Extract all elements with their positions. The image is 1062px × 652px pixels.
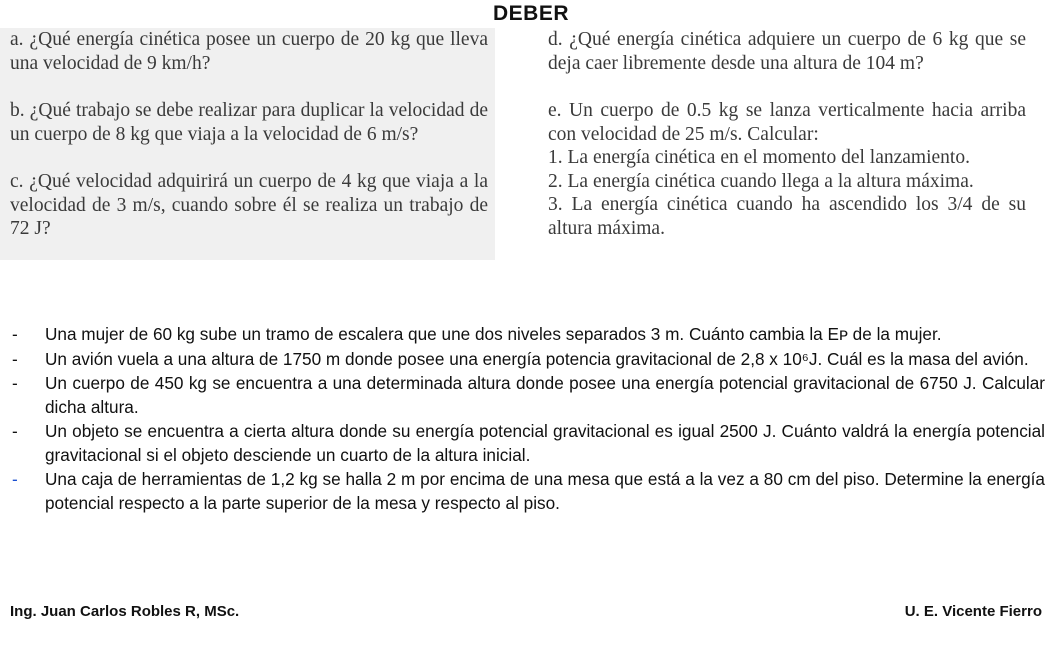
exercise-b: b. ¿Qué trabajo se debe realizar para duplicar la velocidad de un cuerpo de 8 kg que viaja a la velocidad de 6 m/s?	[10, 100, 488, 145]
list-item-text: Una mujer de 60 kg sube un tramo de escalera que une dos niveles separados 3 m. Cuánto cambia la Eᴘ de la mujer.	[45, 324, 942, 344]
footer-school: U. E. Vicente Fierro	[904, 603, 1042, 620]
exercise-d: d. ¿Qué energía cinética adquiere un cuerpo de 6 kg que se deja caer libremente desde una altura de 104 m?	[548, 29, 1026, 74]
scan-left-column	[10, 28, 488, 241]
exercise-e: e. Un cuerpo de 0.5 kg se lanza verticalmente hacia arriba con velocidad de 25 m/s. Calcular:	[548, 100, 1026, 145]
footer-author: Ing. Juan Carlos Robles R, MSc.	[10, 603, 240, 620]
list-item-text: Una caja de herramientas de 1,2 kg se halla 2 m por encima de una mesa que está a la vez a 80 cm del piso. Determine la energía potencial respecto a la parte superior de la mesa y respecto al piso.	[45, 469, 1045, 513]
exercise-list	[0, 323, 1045, 516]
exercise-a: a. ¿Qué energía cinética posee un cuerpo de 20 kg que lleva una velocidad de 9 km/h?	[10, 29, 488, 74]
exercise-e-1: 1. La energía cinética en el momento del lanzamiento.	[548, 147, 970, 168]
list-item	[0, 420, 1045, 467]
list-item-text: Un cuerpo de 450 kg se encuentra a una determinada altura donde posee una energía potencial gravitacional de 6750 J. Calcular dicha altura.	[45, 373, 1045, 417]
list-item	[0, 468, 1045, 515]
document-title: DEBER	[492, 2, 569, 25]
bullet-dash: -	[12, 469, 18, 489]
list-item	[0, 323, 1045, 347]
list-item-text: Un avión vuela a una altura de 1750 m donde posee una energía potencia gravitacional de 2,8 x 10⁶J. Cuál es la masa del avión.	[45, 348, 1029, 369]
scanned-exercises	[0, 28, 1040, 318]
bullet-dash: -	[12, 373, 18, 393]
list-item	[0, 372, 1045, 419]
bullet-dash: -	[12, 421, 18, 441]
list-item-text: Un objeto se encuentra a cierta altura donde su energía potencial gravitacional es igual 2500 J. Cuánto valdrá la energía potencial gravitacional si el objeto desciende un cuarto de la altura inicial.	[45, 421, 1045, 465]
bullet-dash: -	[12, 348, 18, 369]
list-item	[0, 348, 1045, 372]
exercise-c: c. ¿Qué velocidad adquirirá un cuerpo de 4 kg que viaja a la velocidad de 3 m/s, cuando sobre él se realiza un trabajo de 72 J?	[10, 171, 488, 239]
exercise-e-3: 3. La energía cinética cuando ha ascendido los 3/4 de su altura máxima.	[548, 194, 1026, 239]
exercise-e-2: 2. La energía cinética cuando llega a la altura máxima.	[548, 170, 974, 192]
scan-right-column	[548, 28, 1026, 240]
bullet-dash: -	[12, 324, 18, 344]
